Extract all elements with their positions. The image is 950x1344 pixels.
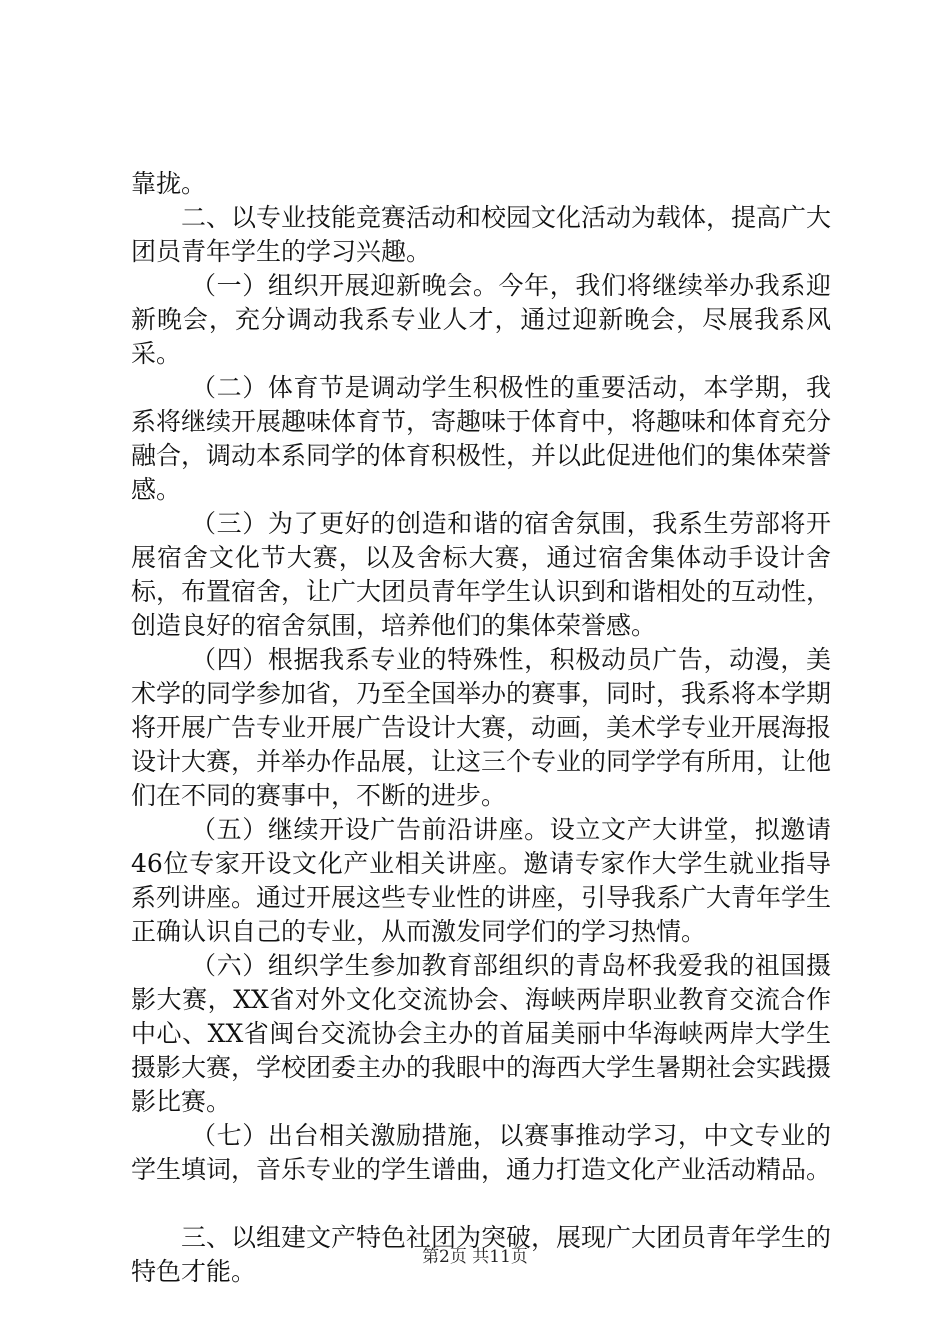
paragraph-spacer (131, 1187, 831, 1221)
section-heading-three: 三、以组建文产特色社团为突破，展现广大团员青年学生的特色才能。 (131, 1223, 832, 1286)
list-item-4: （四）根据我系专业的特殊性，积极动员广告，动漫，美术学的同学参加省，乃至全国举办的赛事，同时，我系将本学期将开展广告专业开展广告设计大赛，动画，美术学专业开展海报设计大赛，并举办作品展，让这三个专业的同学学有所用，让他们在不同的赛事中，不断的进步。 (131, 645, 832, 810)
list-item-6: （六）组织学生参加教育部组织的青岛杯我爱我的祖国摄影大赛，XX省对外文化交流协会、海峡两岸职业教育交流合作中心、XX省闽台交流协会主办的首届美丽中华海峡两岸大学生摄影大赛，学校团委主办的我眼中的海西大学生暑期社会实践摄影比赛。 (131, 951, 832, 1116)
list-item-7: （七）出台相关激励措施，以赛事推动学习，中文专业的学生填词，音乐专业的学生谱曲，通力打造文化产业活动精品。 (131, 1121, 832, 1184)
list-item-3: （三）为了更好的创造和谐的宿舍氛围，我系生劳部将开展宿舍文化节大赛，以及舍标大赛，通过宿舍集体动手设计舍标，布置宿舍，让广大团员青年学生认识到和谐相处的互动性，创造良好的宿舍氛围，培养他们的集体荣誉感。 (131, 509, 832, 640)
list-item-5: （五）继续开设广告前沿讲座。设立文产大讲堂，拟邀请46位专家开设文化产业相关讲座。邀请专家作大学生就业指导系列讲座。通过开展这些专业性的讲座，引导我系广大青年学生正确认识自己的专业，从而激发同学们的学习热情。 (131, 815, 832, 946)
list-item-2: （二）体育节是调动学生积极性的重要活动，本学期，我系将继续开展趣味体育节，寄趣味于体育中，将趣味和体育充分融合，调动本系同学的体育积极性，并以此促进他们的集体荣誉感。 (131, 373, 832, 504)
paragraph-continuation: 靠拢。 (131, 169, 207, 198)
list-item-1: （一）组织开展迎新晚会。今年，我们将继续举办我系迎新晚会，充分调动我系专业人才，通过迎新晚会，尽展我系风采。 (131, 271, 831, 368)
page-number-footer: 第2页 共11页 (422, 1247, 528, 1267)
section-heading-two: 二、以专业技能竞赛活动和校园文化活动为载体，提高广大团员青年学生的学习兴趣。 (131, 203, 832, 266)
document-body (131, 167, 831, 1289)
